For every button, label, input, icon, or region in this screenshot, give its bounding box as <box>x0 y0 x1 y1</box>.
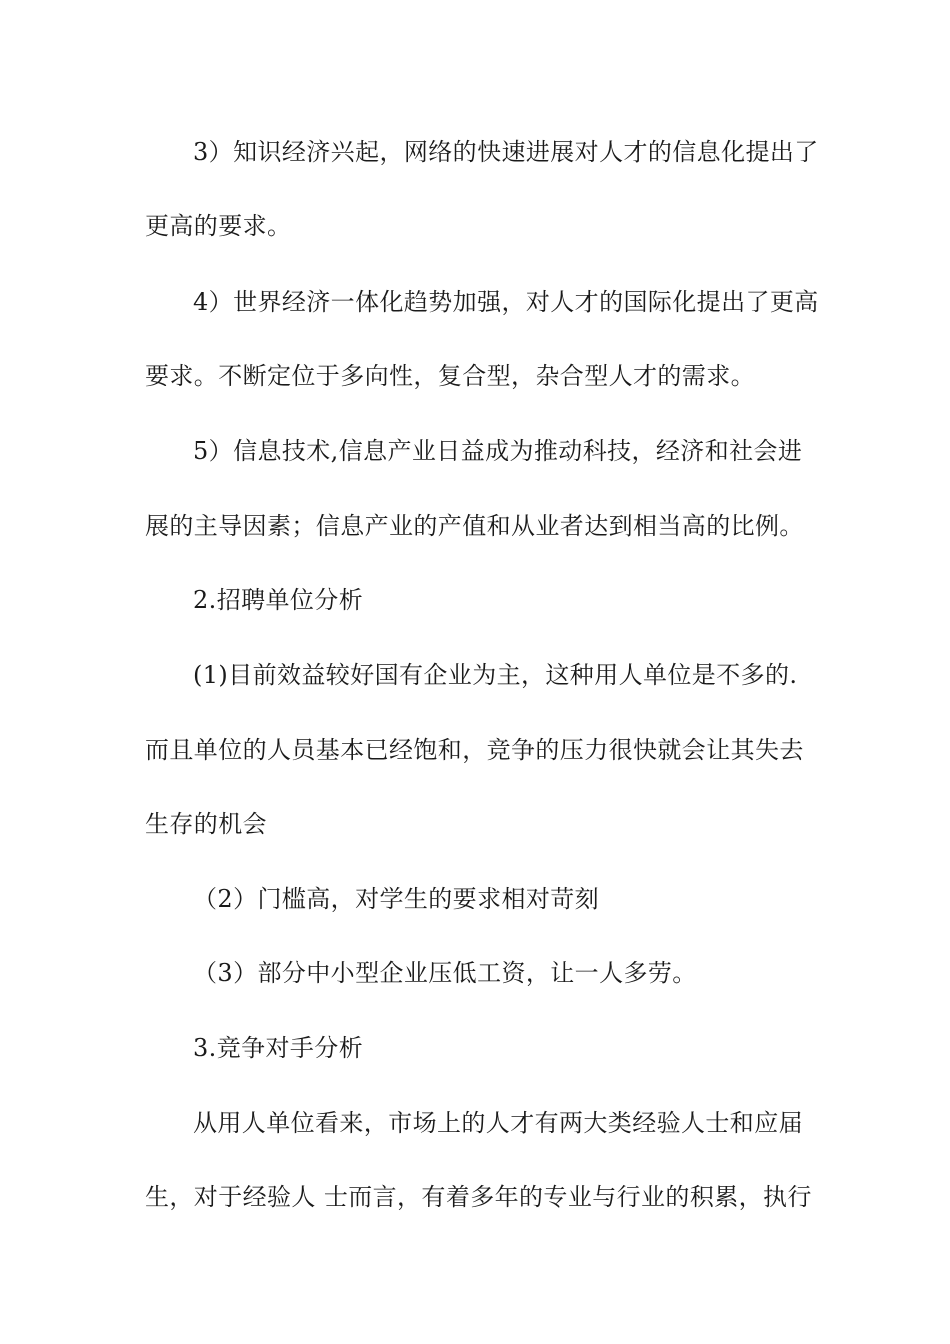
paragraph-line: （2）门槛高，对学生的要求相对苛刻 <box>193 885 600 913</box>
paragraph-line: （3）部分中小型企业压低工资，让一人多劳。 <box>193 959 697 987</box>
section-heading: 3.竞争对手分析 <box>193 1034 364 1062</box>
paragraph-line: 从用人单位看来，市场上的人才有两大类经验人士和应届 <box>193 1109 803 1137</box>
paragraph-line: 生存的机会 <box>145 810 267 838</box>
paragraph-line: 4）世界经济一体化趋势加强，对人才的国际化提出了更高 <box>193 288 819 316</box>
section-heading: 2.招聘单位分析 <box>193 586 364 614</box>
paragraph-line: (1)目前效益较好国有企业为主，这种用人单位是不多的. <box>193 661 798 689</box>
paragraph-line: 展的主导因素；信息产业的产值和从业者达到相当高的比例。 <box>145 512 804 540</box>
paragraph-line: 而且单位的人员基本已经饱和，竞争的压力很快就会让其失去 <box>145 736 804 764</box>
paragraph-line: 要求。不断定位于多向性，复合型，杂合型人才的需求。 <box>145 362 755 390</box>
paragraph-line: 更高的要求。 <box>145 212 292 240</box>
paragraph-line: 3）知识经济兴起，网络的快速进展对人才的信息化提出了 <box>193 138 819 166</box>
paragraph-line: 生，对于经验人 士而言，有着多年的专业与行业的积累，执行 <box>145 1183 812 1211</box>
paragraph-line: 5）信息技术,信息产业日益成为推动科技，经济和社会进 <box>193 437 803 465</box>
